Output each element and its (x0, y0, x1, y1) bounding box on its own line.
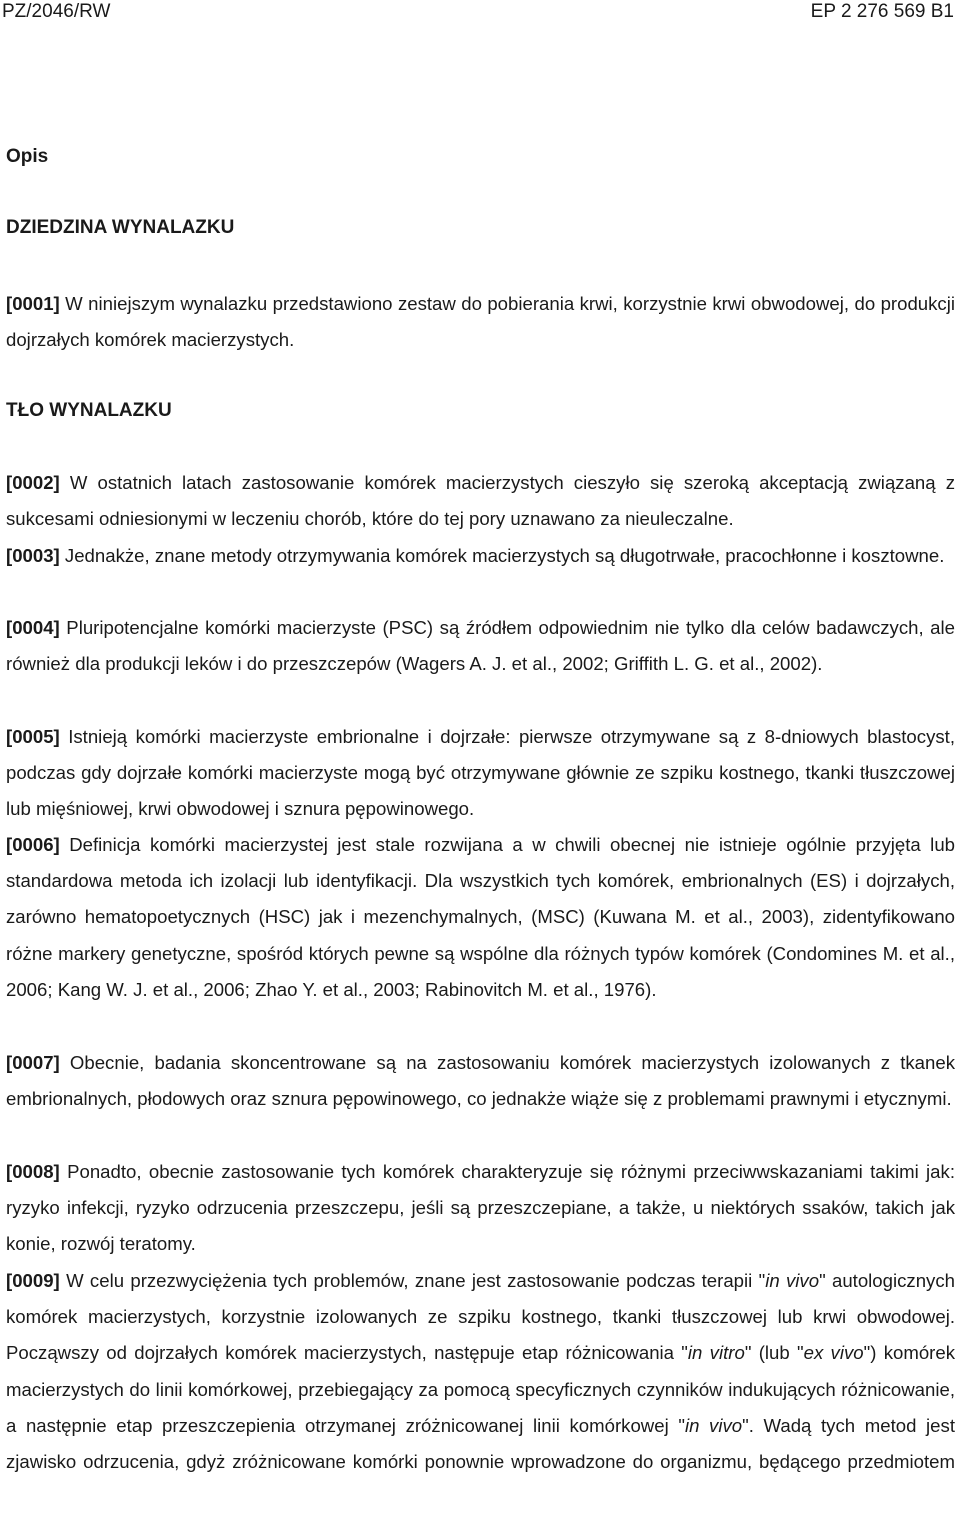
paragraph-text: Istnieją komórki macierzyste embrionalne i dojrzałe: pierwsze otrzymywane są z 8-dniowych blastocyst, podczas gdy dojrzałe komórki macierzyste mogą być otrzymywane głównie ze szpiku kostnego, tkanki tłuszczowej lub mięśniowej, krwi obwodowej i sznura pępowinowego. (6, 726, 955, 820)
paragraph-number: [0005] (6, 726, 60, 747)
paragraph-number: [0001] (6, 293, 60, 314)
paragraph-number: [0004] (6, 617, 60, 638)
paragraph-text: " autologicznych komórek macierzystych, korzystnie izolowanych ze szpiku kostnego, tkanki tłuszczowej lub krwi obwodowej. Począwszy od dojrzałych komórek macierzystych, następuje etap różnicowania " (6, 1270, 955, 1364)
section-heading-field: DZIEDZINA WYNALAZKU (6, 217, 235, 238)
italic-term: ex vivo (803, 1342, 864, 1364)
paragraph-text: Ponadto, obecnie zastosowanie tych komórek charakteryzuje się różnymi przeciwwskazaniami takimi jak: ryzyko infekcji, ryzyko odrzucenia przeszczepu, jeśli są przeszczepiane, a także, u niektórych ssaków, takich jak konie, rozwój teratomy. (6, 1161, 955, 1255)
paragraph-0007 (6, 1045, 955, 1117)
paragraph-text: Pluripotencjalne komórki macierzyste (PSC) są źródłem odpowiednim nie tylko dla celów badawczych, ale również dla produkcji leków i do przeszczepów (Wagers A. J. et al., 2002; Griffith L. G. et al., 2002). (6, 617, 955, 675)
italic-term: in vivo (765, 1270, 820, 1291)
paragraph-text: " (lub " (744, 1342, 804, 1364)
paragraph-0009 (6, 1263, 955, 1480)
paragraph-text: ") komórek macierzystych do linii komórkowej, przebiegający za pomocą specyficznych czynników indukujących różnicowanie, a następnie etap przeszczepienia otrzymanej zróżnicowanej linii komórkowej " (6, 1342, 955, 1436)
page-header (0, 0, 960, 24)
paragraph-0001 (6, 286, 955, 358)
page-title: Opis (6, 146, 49, 167)
patent-number: EP 2 276 569 B1 (810, 1, 954, 22)
paragraph-text: Definicja komórki macierzystej jest stale rozwijana a w chwili obecnej nie istnieje ogólnie przyjęta lub standardowa metoda ich izolacji lub identyfikacji. Dla wszystkich tych komórek, embrionalnych (ES) i dojrzałych, zarówno hematopoetycznych (HSC) jak i mezenchymalnych, (MSC) (Kuwana M. et al., 2003), zidentyfikowano różne markery genetyczne, spośród których pewne są wspólne dla różnych typów komórek (Condomines M. et al., 2006; Kang W. J. et al., 2006; Zhao Y. et al., 2003; Rabinovitch M. et al., 1976). (6, 834, 955, 1000)
section-heading-background: TŁO WYNALAZKU (6, 400, 172, 421)
paragraph-text: Obecnie, badania skoncentrowane są na zastosowaniu komórek macierzystych izolowanych z tkanek embrionalnych, płodowych oraz sznura pępowinowego, co jednakże wiąże się z problemami prawnymi i etycznymi. (6, 1052, 955, 1110)
paragraph-text: ". Wadą tych metod jest zjawisko odrzucenia, gdyż zróżnicowane komórki ponownie wprowadzone do organizmu, będącego przedmiotem (6, 1414, 955, 1473)
paragraph-text: W ostatnich latach zastosowanie komórek macierzystych cieszyło się szeroką akceptacją związaną z sukcesami odniesionymi w leczeniu chorób, które do tej pory uznawano za nieuleczalne. (6, 472, 955, 530)
paragraph-0006 (6, 827, 955, 1008)
paragraph-number: [0007] (6, 1052, 60, 1073)
paragraph-number: [0008] (6, 1161, 60, 1182)
paragraph-number: [0006] (6, 834, 60, 855)
paragraph-0004 (6, 610, 955, 682)
paragraph-number: [0009] (6, 1270, 60, 1291)
paragraph-text: W celu przezwyciężenia tych problemów, znane jest zastosowanie podczas terapii " (59, 1270, 766, 1291)
paragraph-0005 (6, 719, 955, 828)
italic-term: in vivo (684, 1414, 743, 1436)
paragraph-0008 (6, 1154, 955, 1263)
paragraph-0003 (6, 538, 955, 574)
document-code: PZ/2046/RW (2, 1, 111, 22)
paragraph-number: [0002] (6, 472, 60, 493)
paragraph-0002 (6, 465, 955, 537)
paragraph-text: Jednakże, znane metody otrzymywania komórek macierzystych są długotrwałe, pracochłonne i kosztowne. (59, 545, 945, 566)
italic-term: in vitro (687, 1342, 745, 1364)
paragraph-text: W niniejszym wynalazku przedstawiono zestaw do pobierania krwi, korzystnie krwi obwodowej, do produkcji dojrzałych komórek macierzystych. (6, 293, 955, 351)
paragraph-number: [0003] (6, 545, 60, 566)
